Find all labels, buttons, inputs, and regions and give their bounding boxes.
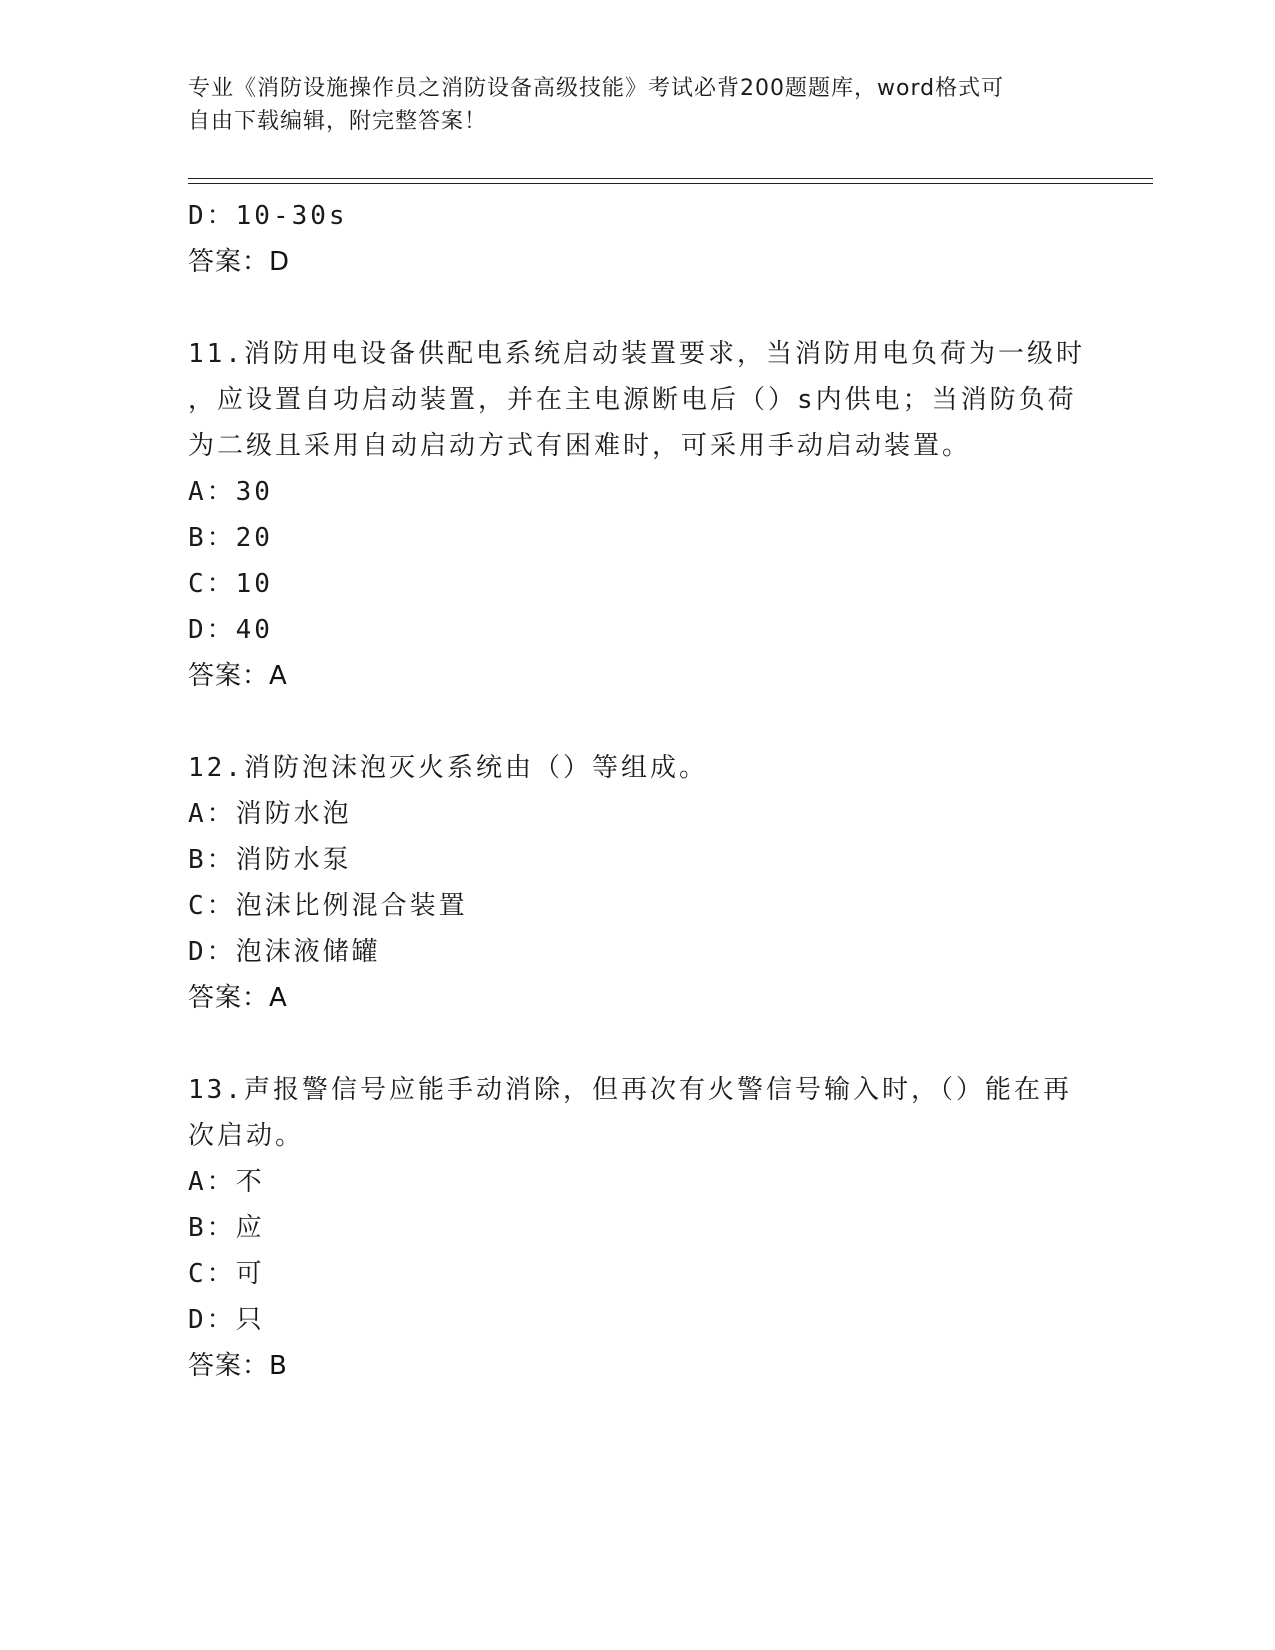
question-text [188,1067,1088,1159]
option-b: B：应 [188,1213,265,1243]
header-divider-top [188,178,1153,179]
option-d: D：泡沫液储罐 [188,937,381,967]
question-text-line: 11.消防用电设备供配电系统启动装置要求，当消防用电负荷为一级时 [188,339,1085,369]
option-d: D：只 [188,1305,265,1335]
question-text [188,745,1088,791]
document-header [188,72,1068,138]
answer-line: 答案：A [188,661,288,691]
question-text-line: 12.消防泡沫泡灭火系统由（）等组成。 [188,753,708,783]
header-divider-bottom [188,183,1153,184]
option-c: C：泡沫比例混合装置 [188,891,468,921]
question-13 [188,1067,1088,1389]
question-text-line: 13.声报警信号应能手动消除，但再次有火警信号输入时，（）能在再 [188,1075,1072,1105]
question-text [188,331,1088,469]
answer-line: 答案：D [188,247,291,277]
option-b: B：消防水泵 [188,845,352,875]
option-c: C：可 [188,1259,265,1289]
option-b: B：20 [188,523,273,553]
answer-line: 答案：A [188,983,288,1013]
question-text-line: ，应设置自功启动装置，并在主电源断电后（）s内供电；当消防负荷 [188,385,1077,415]
option-a: A：不 [188,1167,265,1197]
question-text-line: 次启动。 [188,1121,305,1151]
question-12 [188,745,1088,1021]
header-line-1: 专业《消防设施操作员之消防设备高级技能》考试必背200题题库，word格式可 [188,76,1005,101]
question-11 [188,331,1088,699]
question-content [188,193,1088,1435]
question-text-line: 为二级且采用自动启动方式有困难时，可采用手动启动装置。 [188,431,972,461]
option-d: D：10-30s [188,201,348,231]
option-d: D：40 [188,615,273,645]
header-line-2: 自由下载编辑，附完整答案！ [188,109,488,134]
option-a: A：消防水泡 [188,799,352,829]
option-c: C：10 [188,569,273,599]
answer-line: 答案：B [188,1351,288,1381]
previous-question-tail [188,193,1088,285]
option-a: A：30 [188,477,273,507]
